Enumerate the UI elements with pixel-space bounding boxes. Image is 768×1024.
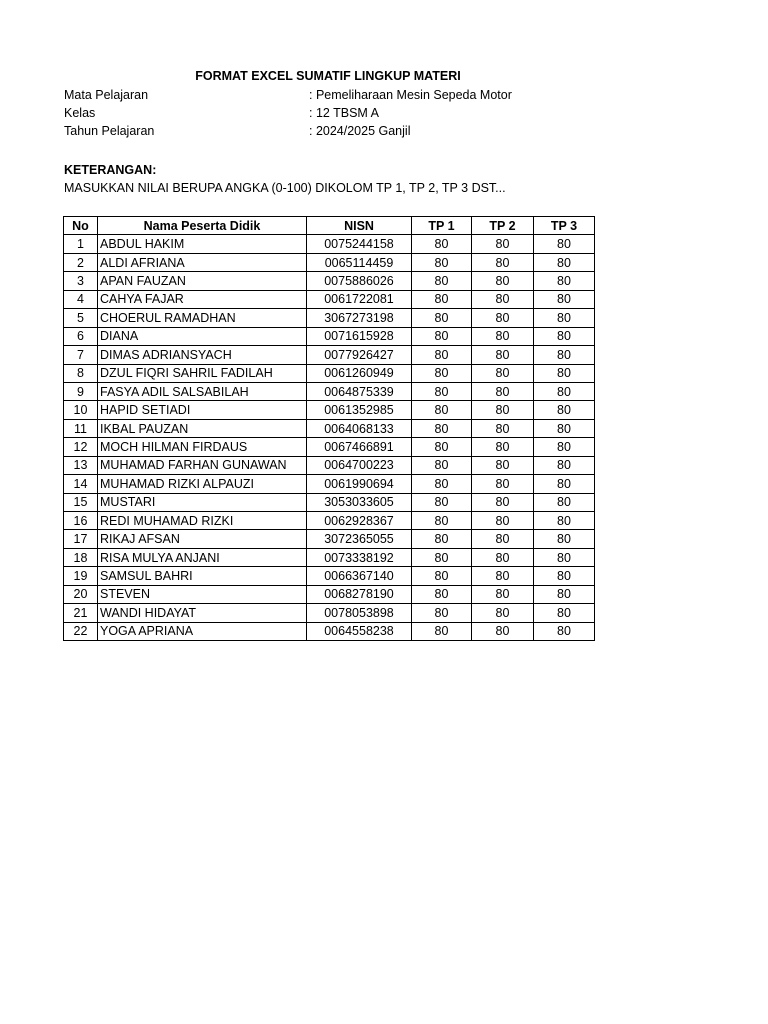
- cell-tp1[interactable]: 80: [412, 382, 472, 400]
- table-row: [64, 235, 595, 253]
- cell-nisn[interactable]: 0064068133: [307, 419, 412, 437]
- cell-tp2[interactable]: 80: [472, 346, 534, 364]
- cell-no[interactable]: 22: [64, 622, 98, 640]
- cell-name[interactable]: WANDI HIDAYAT: [98, 604, 307, 622]
- cell-tp3[interactable]: 80: [534, 327, 595, 345]
- cell-tp3[interactable]: 80: [534, 346, 595, 364]
- table-row: [64, 585, 595, 603]
- cell-name[interactable]: MOCH HILMAN FIRDAUS: [98, 438, 307, 456]
- table-row: [64, 548, 595, 566]
- cell-nisn[interactable]: 0078053898: [307, 604, 412, 622]
- cell-nisn[interactable]: 0061260949: [307, 364, 412, 382]
- table-row: [64, 622, 595, 640]
- cell-tp2[interactable]: 80: [472, 622, 534, 640]
- cell-tp1[interactable]: 80: [412, 567, 472, 585]
- meta-label: Tahun Pelajaran: [64, 124, 155, 138]
- cell-name[interactable]: RISA MULYA ANJANI: [98, 548, 307, 566]
- cell-name[interactable]: SAMSUL BAHRI: [98, 567, 307, 585]
- grades-table: [63, 216, 595, 641]
- header-tp1: TP 1: [412, 217, 472, 235]
- table-row: [64, 438, 595, 456]
- cell-nisn[interactable]: 0061990694: [307, 475, 412, 493]
- cell-no[interactable]: 19: [64, 567, 98, 585]
- cell-no[interactable]: 11: [64, 419, 98, 437]
- cell-tp1[interactable]: 80: [412, 530, 472, 548]
- table-row: [64, 567, 595, 585]
- header-tp3: TP 3: [534, 217, 595, 235]
- header-no: No: [64, 217, 98, 235]
- cell-no[interactable]: 4: [64, 290, 98, 308]
- cell-no[interactable]: 7: [64, 346, 98, 364]
- cell-nisn[interactable]: 3072365055: [307, 530, 412, 548]
- meta-label: Mata Pelajaran: [64, 88, 149, 102]
- cell-tp3[interactable]: 80: [534, 604, 595, 622]
- table-row: [64, 272, 595, 290]
- table-row: [64, 604, 595, 622]
- cell-no[interactable]: 6: [64, 327, 98, 345]
- table-row: [64, 530, 595, 548]
- cell-nisn[interactable]: 0075244158: [307, 235, 412, 253]
- cell-no[interactable]: 18: [64, 548, 98, 566]
- cell-tp2[interactable]: 80: [472, 604, 534, 622]
- cell-tp2[interactable]: 80: [472, 512, 534, 530]
- cell-nisn[interactable]: 0066367140: [307, 567, 412, 585]
- document-title: FORMAT EXCEL SUMATIF LINGKUP MATERI: [195, 69, 461, 83]
- cell-tp3[interactable]: 80: [534, 272, 595, 290]
- cell-tp1[interactable]: 80: [412, 419, 472, 437]
- cell-tp3[interactable]: 80: [534, 253, 595, 271]
- cell-tp2[interactable]: 80: [472, 456, 534, 474]
- cell-name[interactable]: MUHAMAD FARHAN GUNAWAN: [98, 456, 307, 474]
- cell-name[interactable]: RIKAJ AFSAN: [98, 530, 307, 548]
- meta-row-class: [64, 106, 624, 124]
- cell-no[interactable]: 3: [64, 272, 98, 290]
- meta-row-year: [64, 124, 624, 142]
- table-row: [64, 290, 595, 308]
- cell-nisn[interactable]: 0064558238: [307, 622, 412, 640]
- cell-tp3[interactable]: 80: [534, 419, 595, 437]
- cell-tp1[interactable]: 80: [412, 401, 472, 419]
- cell-no[interactable]: 10: [64, 401, 98, 419]
- table-row: [64, 382, 595, 400]
- cell-tp1[interactable]: 80: [412, 438, 472, 456]
- cell-tp3[interactable]: 80: [534, 364, 595, 382]
- cell-tp3[interactable]: 80: [534, 475, 595, 493]
- cell-tp1[interactable]: 80: [412, 604, 472, 622]
- cell-no[interactable]: 9: [64, 382, 98, 400]
- cell-name[interactable]: FASYA ADIL SALSABILAH: [98, 382, 307, 400]
- cell-tp2[interactable]: 80: [472, 438, 534, 456]
- cell-tp2[interactable]: 80: [472, 253, 534, 271]
- table-header-row: [64, 217, 595, 235]
- cell-tp2[interactable]: 80: [472, 327, 534, 345]
- cell-tp2[interactable]: 80: [472, 401, 534, 419]
- cell-tp1[interactable]: 80: [412, 327, 472, 345]
- header-name: Nama Peserta Didik: [98, 217, 307, 235]
- cell-name[interactable]: MUHAMAD RIZKI ALPAUZI: [98, 475, 307, 493]
- cell-tp2[interactable]: 80: [472, 567, 534, 585]
- cell-tp3[interactable]: 80: [534, 235, 595, 253]
- table-row: [64, 456, 595, 474]
- header-nisn: NISN: [307, 217, 412, 235]
- cell-tp3[interactable]: 80: [534, 567, 595, 585]
- cell-tp3[interactable]: 80: [534, 512, 595, 530]
- cell-name[interactable]: CAHYA FAJAR: [98, 290, 307, 308]
- cell-name[interactable]: DZUL FIQRI SAHRIL FADILAH: [98, 364, 307, 382]
- meta-value: : 12 TBSM A: [309, 106, 379, 120]
- cell-tp1[interactable]: 80: [412, 346, 472, 364]
- cell-name[interactable]: IKBAL PAUZAN: [98, 419, 307, 437]
- keterangan-text: MASUKKAN NILAI BERUPA ANGKA (0-100) DIKOLOM TP 1, TP 2, TP 3 DST...: [64, 181, 506, 195]
- cell-nisn[interactable]: 0061722081: [307, 290, 412, 308]
- cell-nisn[interactable]: 0067466891: [307, 438, 412, 456]
- cell-no[interactable]: 5: [64, 309, 98, 327]
- cell-no[interactable]: 1: [64, 235, 98, 253]
- cell-tp1[interactable]: 80: [412, 475, 472, 493]
- cell-no[interactable]: 16: [64, 512, 98, 530]
- table-row: [64, 493, 595, 511]
- cell-tp1[interactable]: 80: [412, 493, 472, 511]
- table-row: [64, 309, 595, 327]
- cell-tp3[interactable]: 80: [534, 401, 595, 419]
- cell-tp3[interactable]: 80: [534, 622, 595, 640]
- cell-tp2[interactable]: 80: [472, 493, 534, 511]
- cell-nisn[interactable]: 0073338192: [307, 548, 412, 566]
- table-row: [64, 253, 595, 271]
- cell-nisn[interactable]: 0065114459: [307, 253, 412, 271]
- meta-value: : Pemeliharaan Mesin Sepeda Motor: [309, 88, 512, 102]
- table-row: [64, 401, 595, 419]
- cell-name[interactable]: DIANA: [98, 327, 307, 345]
- cell-name[interactable]: REDI MUHAMAD RIZKI: [98, 512, 307, 530]
- cell-no[interactable]: 20: [64, 585, 98, 603]
- cell-name[interactable]: APAN FAUZAN: [98, 272, 307, 290]
- cell-tp1[interactable]: 80: [412, 364, 472, 382]
- meta-label: Kelas: [64, 106, 96, 120]
- cell-tp2[interactable]: 80: [472, 290, 534, 308]
- cell-tp1[interactable]: 80: [412, 622, 472, 640]
- cell-name[interactable]: YOGA APRIANA: [98, 622, 307, 640]
- cell-nisn[interactable]: 0071615928: [307, 327, 412, 345]
- table-row: [64, 512, 595, 530]
- cell-nisn[interactable]: 0075886026: [307, 272, 412, 290]
- cell-tp3[interactable]: 80: [534, 585, 595, 603]
- meta-row-subject: [64, 88, 624, 106]
- cell-tp1[interactable]: 80: [412, 309, 472, 327]
- cell-no[interactable]: 15: [64, 493, 98, 511]
- cell-tp2[interactable]: 80: [472, 585, 534, 603]
- cell-no[interactable]: 8: [64, 364, 98, 382]
- cell-nisn[interactable]: 0068278190: [307, 585, 412, 603]
- cell-no[interactable]: 13: [64, 456, 98, 474]
- cell-tp2[interactable]: 80: [472, 364, 534, 382]
- table-row: [64, 346, 595, 364]
- cell-tp1[interactable]: 80: [412, 290, 472, 308]
- cell-tp2[interactable]: 80: [472, 272, 534, 290]
- cell-tp3[interactable]: 80: [534, 290, 595, 308]
- cell-tp1[interactable]: 80: [412, 548, 472, 566]
- cell-name[interactable]: ABDUL HAKIM: [98, 235, 307, 253]
- cell-nisn[interactable]: 0061352985: [307, 401, 412, 419]
- cell-tp1[interactable]: 80: [412, 512, 472, 530]
- cell-tp3[interactable]: 80: [534, 438, 595, 456]
- cell-name[interactable]: MUSTARI: [98, 493, 307, 511]
- cell-tp2[interactable]: 80: [472, 235, 534, 253]
- cell-tp3[interactable]: 80: [534, 548, 595, 566]
- cell-tp1[interactable]: 80: [412, 272, 472, 290]
- cell-name[interactable]: HAPID SETIADI: [98, 401, 307, 419]
- cell-no[interactable]: 14: [64, 475, 98, 493]
- cell-tp2[interactable]: 80: [472, 548, 534, 566]
- table-row: [64, 364, 595, 382]
- cell-tp3[interactable]: 80: [534, 493, 595, 511]
- cell-tp1[interactable]: 80: [412, 585, 472, 603]
- cell-nisn[interactable]: 0062928367: [307, 512, 412, 530]
- cell-name[interactable]: CHOERUL RAMADHAN: [98, 309, 307, 327]
- cell-tp2[interactable]: 80: [472, 309, 534, 327]
- cell-no[interactable]: 21: [64, 604, 98, 622]
- cell-name[interactable]: DIMAS ADRIANSYACH: [98, 346, 307, 364]
- table-row: [64, 419, 595, 437]
- cell-name[interactable]: STEVEN: [98, 585, 307, 603]
- cell-tp1[interactable]: 80: [412, 253, 472, 271]
- cell-nisn[interactable]: 0064875339: [307, 382, 412, 400]
- cell-tp2[interactable]: 80: [472, 382, 534, 400]
- cell-nisn[interactable]: 0077926427: [307, 346, 412, 364]
- cell-tp3[interactable]: 80: [534, 456, 595, 474]
- cell-tp2[interactable]: 80: [472, 419, 534, 437]
- cell-nisn[interactable]: 3067273198: [307, 309, 412, 327]
- cell-nisn[interactable]: 0064700223: [307, 456, 412, 474]
- cell-no[interactable]: 17: [64, 530, 98, 548]
- cell-no[interactable]: 12: [64, 438, 98, 456]
- cell-name[interactable]: ALDI AFRIANA: [98, 253, 307, 271]
- header-tp2: TP 2: [472, 217, 534, 235]
- cell-nisn[interactable]: 3053033605: [307, 493, 412, 511]
- cell-tp3[interactable]: 80: [534, 382, 595, 400]
- cell-tp1[interactable]: 80: [412, 456, 472, 474]
- table-row: [64, 327, 595, 345]
- keterangan-heading: KETERANGAN:: [64, 163, 157, 177]
- cell-no[interactable]: 2: [64, 253, 98, 271]
- cell-tp3[interactable]: 80: [534, 530, 595, 548]
- meta-value: : 2024/2025 Ganjil: [309, 124, 411, 138]
- cell-tp2[interactable]: 80: [472, 475, 534, 493]
- cell-tp2[interactable]: 80: [472, 530, 534, 548]
- table-row: [64, 475, 595, 493]
- cell-tp1[interactable]: 80: [412, 235, 472, 253]
- cell-tp3[interactable]: 80: [534, 309, 595, 327]
